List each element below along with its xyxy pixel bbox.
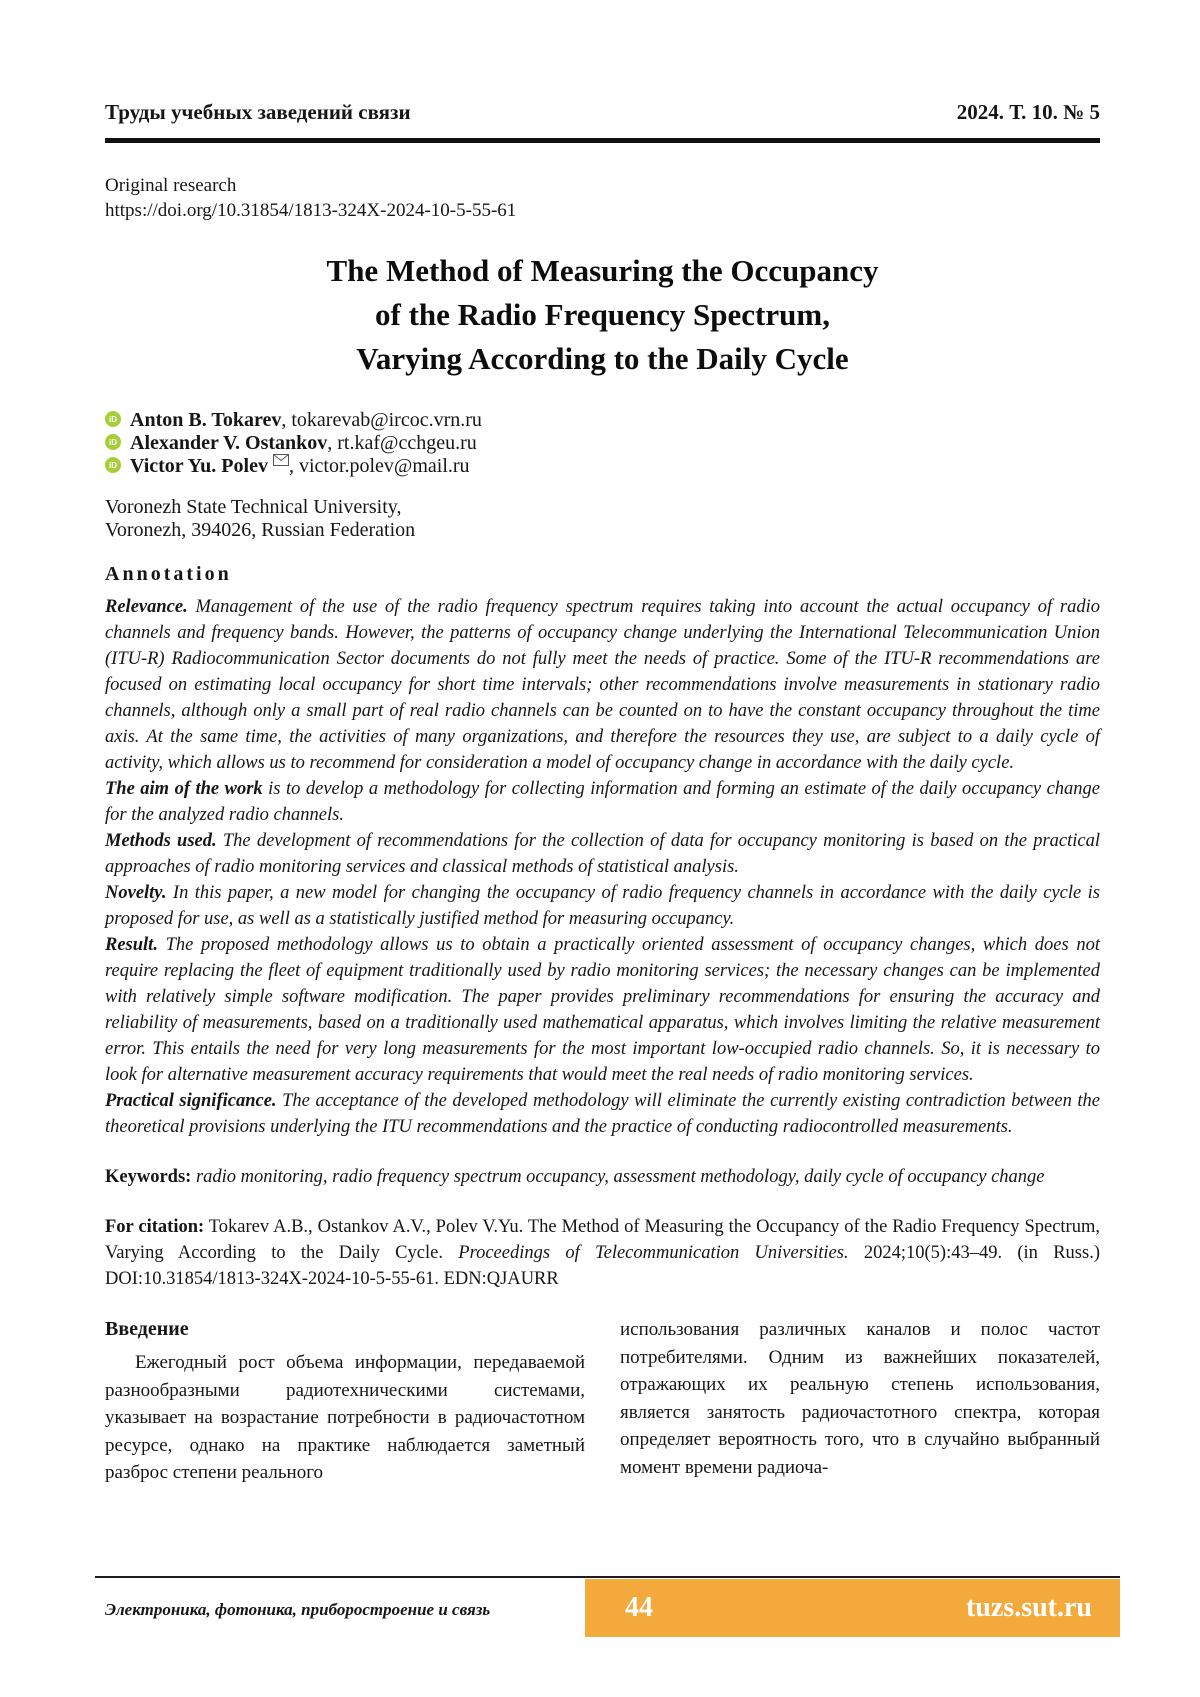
keywords-label: Keywords: xyxy=(105,1167,192,1187)
introduction-heading: Введение xyxy=(105,1318,189,1340)
author-email[interactable]: rt.kaf@cchgeu.ru xyxy=(337,432,477,454)
annotation-paragraph xyxy=(105,880,1100,932)
article-type: Original research xyxy=(105,175,237,196)
page-title: The Method of Measuring the Occupancy of the Radio Frequency Spectrum, Varying According to the Daily Cycle xyxy=(326,253,879,376)
authors-list xyxy=(105,409,1100,478)
orcid-icon: iD xyxy=(105,457,121,473)
journal-header xyxy=(105,100,1100,143)
author-email[interactable]: tokarevab@ircoc.vrn.ru xyxy=(291,409,482,431)
author-name: Alexander V. Ostankov xyxy=(130,432,328,454)
annotation-label: Practical significance. xyxy=(105,1091,277,1111)
intro-right-text: использования различных каналов и полос частот потребителями. Одним из важнейших показателей, отражающих их реальную степень использования, является занятость радиочастотного спектра, которая определяет вероятность того, что в случайно выбранный момент времени радиоча- xyxy=(620,1319,1100,1478)
author-separator: , xyxy=(327,432,338,454)
site-link[interactable]: tuzs.sut.ru xyxy=(965,1592,1092,1623)
annotation-label: Relevance. xyxy=(105,597,188,617)
keywords-block xyxy=(105,1164,1100,1190)
annotation-label: Methods used. xyxy=(105,831,217,851)
annotation-body xyxy=(105,594,1100,1140)
annotation-paragraph xyxy=(105,776,1100,828)
author-name: Victor Yu. Polev xyxy=(130,455,268,477)
annotation-label: The aim of the work xyxy=(105,779,263,799)
annotation-text: Management of the use of the radio frequency spectrum requires taking into account the actual occupancy of radio channels and frequency bands. However, the patterns of occupancy change underlying the International Telecommunication Union (ITU-R) Radiocommunication Sector documents do not fully meet the needs of practice. Some of the ITU-R recommendations are focused on estimating local occupancy for short time intervals; other recommendations involve measurements in stationary radio channels, although only a small part of real radio channels can be counted on to have the constant occupancy throughout the time axis. At the same time, the activities of many organizations, and therefore the resources they use, are subject to a daily cycle of activity, which allows us to recommend for consideration a model of occupancy change in accordance with the daily cycle. xyxy=(105,597,1100,773)
citation-block xyxy=(105,1214,1100,1292)
author-separator: , xyxy=(288,455,299,477)
annotation-paragraph xyxy=(105,1088,1100,1140)
article-meta xyxy=(105,173,1100,223)
annotation-text: In this paper, a new model for changing the occupancy of radio frequency channels in accordance with the daily cycle is proposed for use, as well as a statistically justified method for measuring occupancy. xyxy=(105,883,1101,929)
annotation-paragraph xyxy=(105,594,1100,776)
citation-journal: Proceedings of Telecommunication Universities. xyxy=(458,1243,849,1263)
page-footer xyxy=(95,1576,1120,1637)
annotation-paragraph xyxy=(105,828,1100,880)
citation-text: 2024;10(5):43–49. (in Russ.) DOI:10.31854/1813-324X-2024-10-5-55-61. EDN:QJAURR xyxy=(105,1243,1100,1289)
author-separator: , xyxy=(281,409,292,431)
page-number: 44 xyxy=(625,1592,653,1623)
author-name: Anton B. Tokarev xyxy=(130,409,282,431)
author-email[interactable]: victor.polev@mail.ru xyxy=(298,455,470,477)
citation-text: Tokarev A.B., Ostankov A.V., Polev V.Yu. The Method of Measuring the Occupancy of the Radio Frequency Spectrum, Varying According to the Daily Cycle. xyxy=(105,1217,1100,1263)
intro-right-column xyxy=(620,1316,1100,1487)
orcid-icon: iD xyxy=(105,434,121,450)
author-row xyxy=(105,432,1100,455)
citation-label: For citation: xyxy=(105,1217,205,1237)
annotation-label: Result. xyxy=(105,935,158,955)
journal-title: Труды учебных заведений связи xyxy=(105,100,411,124)
intro-left-text: Ежегодный рост объема информации, передаваемой разнообразными радиотехническими системами, указывает на возрастание потребности в радиочастотном ресурсе, однако на практике наблюдается заметный разброс степени реального xyxy=(105,1352,585,1483)
annotation-text: The proposed methodology allows us to obtain a practically oriented assessment of occupancy changes, which does not require replacing the fleet of equipment traditionally used by radio monitoring services; the necessary changes can be implemented with relatively simple software modification. The paper provides preliminary recommendations for ensuring the accuracy and reliability of measurements, based on a traditionally used mathematical apparatus, which involves limiting the relative measurement error. This entails the need for very long measurements for the most important low-occupied radio channels. So, it is necessary to look for alternative measurement accuracy requirements that would meet the real needs of radio monitoring services. xyxy=(105,935,1100,1085)
annotation-text: is to develop a methodology for collecting information and forming an estimate of the daily occupancy change for the analyzed radio channels. xyxy=(105,779,1101,825)
footer-section-title: Электроника, фотоника, приборостроение и связь xyxy=(105,1600,491,1619)
annotation-text: The acceptance of the developed methodology will eliminate the currently existing contradiction between the theoretical provisions underlying the ITU recommendations and the practice of conducting radiocontrolled measurements. xyxy=(105,1091,1100,1137)
author-row xyxy=(105,409,1100,432)
orcid-icon: iD xyxy=(105,411,121,427)
intro-left-column xyxy=(105,1316,585,1487)
envelope-icon xyxy=(273,449,289,471)
introduction-section xyxy=(105,1316,1100,1487)
keywords-text: radio monitoring, radio frequency spectrum occupancy, assessment methodology, daily cycle of occupancy change xyxy=(195,1167,1045,1187)
issue-info: 2024. Т. 10. № 5 xyxy=(956,100,1100,124)
annotation-paragraph xyxy=(105,932,1100,1088)
annotation-label: Novelty. xyxy=(105,883,167,903)
doi-link[interactable]: https://doi.org/10.31854/1813-324X-2024-10-5-55-61 xyxy=(105,200,517,221)
footer-page-banner xyxy=(585,1579,1120,1637)
annotation-heading: Annotation xyxy=(105,563,232,585)
annotation-text: The development of recommendations for the collection of data for occupancy monitoring is based on the practical approaches of radio monitoring services and classical methods of statistical analysis. xyxy=(105,831,1100,877)
affiliation: Voronezh State Technical University, Voronezh, 394026, Russian Federation xyxy=(105,496,416,541)
author-row xyxy=(105,455,1100,478)
